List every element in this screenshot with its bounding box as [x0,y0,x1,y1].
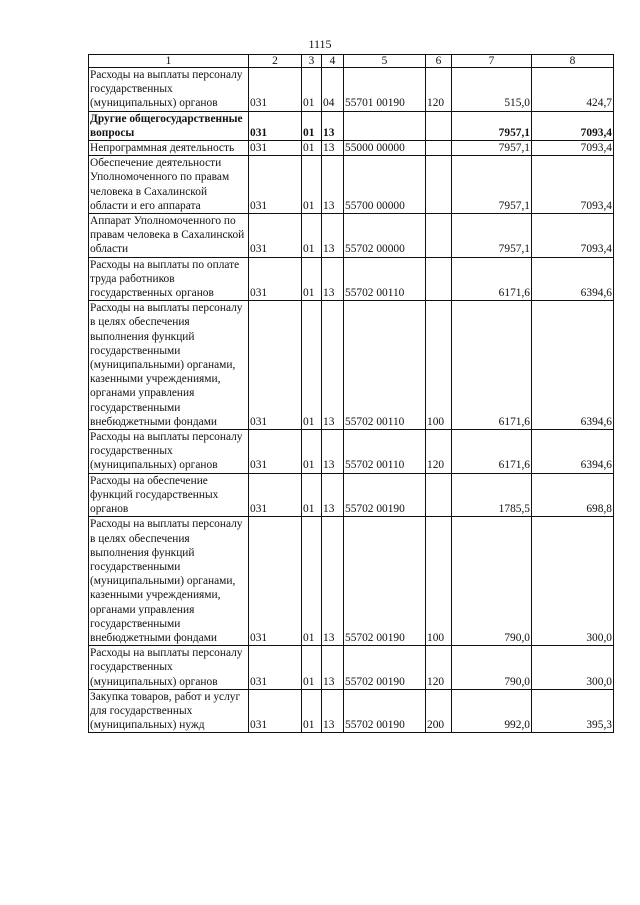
column-header: 3 [302,55,322,68]
target-article-code: 55702 00110 [344,257,426,301]
ved-code: 031 [249,257,302,301]
target-article-code: 55000 00000 [344,141,426,156]
expense-type-code [426,156,452,214]
amount-col8: 300,0 [532,517,614,646]
table-row [89,473,614,517]
amount-col8: 6394,6 [532,430,614,474]
section-code: 01 [302,689,322,733]
amount-col8: 395,3 [532,689,614,733]
expense-type-code [426,473,452,517]
ved-code: 031 [249,517,302,646]
row-name: Расходы на выплаты персоналу государственных (муниципальных) органов [89,646,249,690]
expense-type-code [426,214,452,258]
amount-col8: 6394,6 [532,301,614,430]
ved-code: 031 [249,156,302,214]
amount-col8: 7093,4 [532,111,614,140]
amount-col8: 7093,4 [532,156,614,214]
amount-col7: 992,0 [452,689,532,733]
amount-col8: 300,0 [532,646,614,690]
section-code: 01 [302,111,322,140]
table-row [89,689,614,733]
amount-col7: 6171,6 [452,301,532,430]
subsection-code: 13 [322,214,344,258]
target-article-code: 55702 00110 [344,430,426,474]
amount-col8: 698,8 [532,473,614,517]
section-code: 01 [302,430,322,474]
row-name: Расходы на выплаты персоналу в целях обеспечения выполнения функций государственными (муниципальными) органами, казенными учреждениями, органами управления государственными внебюджетными фондами [89,301,249,430]
amount-col7: 515,0 [452,68,532,112]
subsection-code: 13 [322,430,344,474]
column-header: 5 [344,55,426,68]
expense-type-code: 100 [426,517,452,646]
target-article-code: 55702 00000 [344,214,426,258]
column-header: 4 [322,55,344,68]
subsection-code: 04 [322,68,344,112]
section-code: 01 [302,68,322,112]
subsection-code: 13 [322,301,344,430]
subsection-code: 13 [322,517,344,646]
target-article-code: 55702 00190 [344,517,426,646]
row-name: Расходы на выплаты персоналу в целях обеспечения выполнения функций государственными (муниципальными) органами, казенными учреждениями, органами управления государственными внебюджетными фондами [89,517,249,646]
amount-col8: 6394,6 [532,257,614,301]
column-header: 2 [249,55,302,68]
ved-code: 031 [249,646,302,690]
table-row [89,517,614,646]
column-header: 8 [532,55,614,68]
target-article-code: 55702 00190 [344,473,426,517]
table-row [89,68,614,112]
section-code: 01 [302,141,322,156]
column-header: 7 [452,55,532,68]
table-row [89,156,614,214]
budget-table [88,54,614,733]
subsection-code: 13 [322,141,344,156]
amount-col7: 7957,1 [452,111,532,140]
section-code: 01 [302,646,322,690]
row-name: Обеспечение деятельности Уполномоченного по правам человека в Сахалинской области и его аппарата [89,156,249,214]
amount-col7: 790,0 [452,517,532,646]
column-header: 1 [89,55,249,68]
section-code: 01 [302,257,322,301]
target-article-code: 55702 00110 [344,301,426,430]
ved-code: 031 [249,689,302,733]
expense-type-code: 120 [426,68,452,112]
expense-type-code: 120 [426,430,452,474]
amount-col8: 424,7 [532,68,614,112]
column-header: 6 [426,55,452,68]
amount-col8: 7093,4 [532,214,614,258]
section-code: 01 [302,156,322,214]
row-name: Расходы на выплаты по оплате труда работников государственных органов [89,257,249,301]
amount-col7: 6171,6 [452,430,532,474]
row-name: Непрограммная деятельность [89,141,249,156]
amount-col7: 7957,1 [452,141,532,156]
target-article-code: 55702 00190 [344,646,426,690]
ved-code: 031 [249,68,302,112]
table-row [89,111,614,140]
table-row [89,257,614,301]
ved-code: 031 [249,301,302,430]
ved-code: 031 [249,141,302,156]
table-row [89,141,614,156]
section-code: 01 [302,214,322,258]
row-name: Расходы на выплаты персоналу государственных (муниципальных) органов [89,430,249,474]
table-row [89,301,614,430]
row-name: Закупка товаров, работ и услуг для государственных (муниципальных) нужд [89,689,249,733]
amount-col7: 1785,5 [452,473,532,517]
expense-type-code: 200 [426,689,452,733]
header-row [89,55,614,68]
subsection-code: 13 [322,473,344,517]
table-row [89,214,614,258]
subsection-code: 13 [322,111,344,140]
section-code: 01 [302,301,322,430]
row-name: Другие общегосударственные вопросы [89,111,249,140]
section-code: 01 [302,473,322,517]
row-name: Аппарат Уполномоченного по правам человека в Сахалинской области [89,214,249,258]
amount-col7: 6171,6 [452,257,532,301]
target-article-code: 55701 00190 [344,68,426,112]
subsection-code: 13 [322,646,344,690]
ved-code: 031 [249,214,302,258]
target-article-code: 55702 00190 [344,689,426,733]
subsection-code: 13 [322,156,344,214]
amount-col7: 7957,1 [452,156,532,214]
expense-type-code [426,257,452,301]
ved-code: 031 [249,473,302,517]
ved-code: 031 [249,111,302,140]
expense-type-code [426,141,452,156]
amount-col7: 790,0 [452,646,532,690]
row-name: Расходы на выплаты персоналу государственных (муниципальных) органов [89,68,249,112]
expense-type-code: 120 [426,646,452,690]
expense-type-code [426,111,452,140]
table-row [89,646,614,690]
row-name: Расходы на обеспечение функций государственных органов [89,473,249,517]
amount-col7: 7957,1 [452,214,532,258]
subsection-code: 13 [322,689,344,733]
expense-type-code: 100 [426,301,452,430]
target-article-code: 55700 00000 [344,156,426,214]
ved-code: 031 [249,430,302,474]
target-article-code [344,111,426,140]
subsection-code: 13 [322,257,344,301]
table-row [89,430,614,474]
amount-col8: 7093,4 [532,141,614,156]
page-number: 1115 [308,37,332,51]
section-code: 01 [302,517,322,646]
